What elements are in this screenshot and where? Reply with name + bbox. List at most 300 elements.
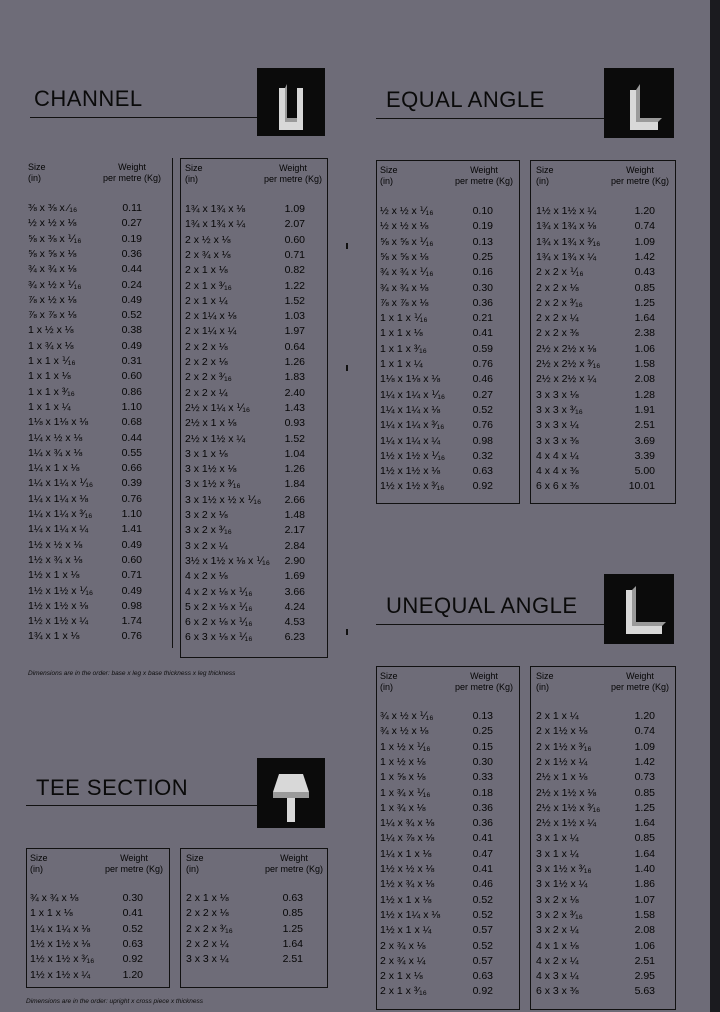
weight-cell: 1.42 xyxy=(634,250,655,263)
size-cell: 1½ x ½ x ⅛ xyxy=(380,863,435,875)
table-row xyxy=(28,323,168,338)
table-row xyxy=(28,584,168,599)
size-cell: 1 x ½ x ⅛ xyxy=(380,755,426,768)
table-row xyxy=(531,250,675,265)
table-row xyxy=(377,740,519,755)
size-column-header: Size (in) xyxy=(536,165,554,186)
size-cell: 2 x 1 x ¼ xyxy=(185,294,228,307)
weight-cell: 1.09 xyxy=(634,740,655,753)
size-cell: 2 x ¾ x ¼ xyxy=(380,954,426,967)
size-cell: 1 x 1 x ⅛ xyxy=(30,907,73,920)
weight-cell: 1.58 xyxy=(634,358,655,370)
size-cell: 1 x 1 x ⅛ xyxy=(28,370,71,383)
weight-cell: 10.01 xyxy=(628,480,655,493)
size-cell: 1¼ x ½ x ⅛ xyxy=(28,431,83,444)
size-cell: 2 x 2 x ⅟₁₆ xyxy=(536,266,584,279)
table-row xyxy=(181,324,327,339)
size-cell: 2½ x 1½ x ³⁄₁₆ xyxy=(536,801,601,814)
weight-cell: 0.76 xyxy=(121,630,142,643)
weight-column-header: Weight per metre (Kg) xyxy=(454,671,514,692)
table-row xyxy=(28,538,168,553)
table-row xyxy=(377,908,519,923)
table-row xyxy=(377,770,519,785)
size-cell: 1½ x 1 x ⅛ xyxy=(380,893,432,906)
tee-section-table-right xyxy=(180,848,328,988)
size-cell: 1 x 1 x ³⁄₁₆ xyxy=(28,385,75,398)
weight-cell: 1.40 xyxy=(634,863,655,875)
weight-cell: 6.23 xyxy=(284,631,305,644)
size-cell: 1½ x 1¼ x ⅛ xyxy=(380,908,441,921)
size-cell: 1½ x 1½ x ⅛ xyxy=(380,465,441,478)
size-cell: 1½ x 1 x ¼ xyxy=(380,924,432,937)
weight-cell: 0.60 xyxy=(121,370,142,383)
table-row xyxy=(181,891,327,906)
weight-cell: 0.57 xyxy=(472,924,493,937)
size-cell: 1¾ x 1¾ x ³⁄₁₆ xyxy=(536,235,601,248)
page-edge-strip xyxy=(710,0,720,1012)
weight-column-header: Weight per metre (Kg) xyxy=(104,853,164,874)
table-row xyxy=(28,446,168,461)
weight-cell: 0.30 xyxy=(472,281,493,294)
table-row xyxy=(28,262,168,277)
size-cell: 3 x 3 x ¼ xyxy=(536,419,579,432)
table-row xyxy=(377,831,519,846)
print-mark xyxy=(346,629,348,635)
channel-table-left xyxy=(28,158,168,658)
size-cell: 1¼ x 1¼ x ¼ xyxy=(380,434,441,447)
weight-cell: 0.82 xyxy=(284,264,305,277)
weight-cell: 1.69 xyxy=(284,570,305,583)
weight-cell: 0.43 xyxy=(634,266,655,279)
size-cell: 3 x 1½ x ¼ xyxy=(536,878,588,891)
weight-cell: 0.85 xyxy=(634,281,655,294)
table-row xyxy=(181,615,327,630)
size-cell: ¾ x ¾ x ⅛ xyxy=(30,892,79,904)
table-row xyxy=(531,954,675,969)
channel-divider xyxy=(172,158,173,648)
weight-cell: 1.10 xyxy=(121,508,142,520)
table-row xyxy=(181,294,327,309)
table-row xyxy=(28,568,168,583)
weight-cell: 1.64 xyxy=(634,847,655,860)
size-cell: 2 x 1½ x ⅛ xyxy=(536,725,588,738)
weight-cell: 0.36 xyxy=(121,247,142,260)
table-row xyxy=(27,968,169,983)
weight-cell: 0.59 xyxy=(472,342,493,355)
size-cell: 1½ x 1½ x ⅟₁₆ xyxy=(380,449,446,462)
weight-cell: 0.98 xyxy=(472,434,493,447)
table-row xyxy=(531,464,675,479)
table-row xyxy=(377,877,519,892)
unequal-angle-title-rule xyxy=(376,624,604,625)
unequal-angle-table-right xyxy=(530,666,676,1010)
weight-cell: 2.51 xyxy=(282,953,303,966)
table-row xyxy=(28,461,168,476)
size-cell: 4 x 2 x ¼ xyxy=(536,954,579,967)
channel-note: Dimensions are in the order: base x leg x base thickness x leg thickness xyxy=(28,670,236,677)
size-cell: 2½ x 1½ x ¼ xyxy=(185,432,246,445)
weight-cell: 1.42 xyxy=(634,755,655,768)
size-cell: ⅞ x ⅞ x ⅛ xyxy=(380,296,429,309)
weight-cell: 1.97 xyxy=(284,325,305,338)
size-cell: 1¾ x 1¾ x ⅛ xyxy=(536,220,597,233)
size-cell: 1¾ x 1¾ x ¼ xyxy=(185,218,246,231)
weight-column-header: Weight per metre (Kg) xyxy=(610,671,670,692)
weight-cell: 0.85 xyxy=(634,786,655,799)
weight-cell: 0.76 xyxy=(121,492,142,505)
size-cell: 1¼ x 1¼ x ⅟₁₆ xyxy=(380,388,446,401)
weight-cell: 1.52 xyxy=(284,432,305,445)
weight-cell: 0.41 xyxy=(472,863,493,875)
table-row xyxy=(377,449,519,464)
table-row xyxy=(377,388,519,403)
weight-cell: 2.17 xyxy=(284,524,305,537)
size-cell: 4 x 1 x ⅛ xyxy=(536,939,579,952)
size-cell: 2 x ¾ x ⅛ xyxy=(380,939,426,952)
weight-cell: 0.32 xyxy=(472,449,493,462)
table-row xyxy=(377,281,519,296)
size-cell: 1 x ½ x ⅛ xyxy=(28,324,74,337)
table-row xyxy=(531,724,675,739)
size-cell: 1½ x ¾ x ⅛ xyxy=(380,878,435,891)
weight-cell: 2.08 xyxy=(634,373,655,386)
table-row xyxy=(181,585,327,600)
weight-cell: 1.10 xyxy=(121,400,142,413)
size-cell: 3 x 1½ x ⅛ xyxy=(185,463,237,476)
table-row xyxy=(28,201,168,216)
table-row xyxy=(531,893,675,908)
weight-cell: 0.27 xyxy=(121,217,142,230)
weight-cell: 5.00 xyxy=(634,465,655,478)
table-row xyxy=(28,354,168,369)
weight-column-header: Weight per metre (Kg) xyxy=(263,163,323,184)
table-row xyxy=(531,434,675,449)
size-cell: ⅞ x ⅞ x ⅛ xyxy=(28,309,77,322)
weight-cell: 2.90 xyxy=(284,554,305,567)
table-row xyxy=(181,554,327,569)
weight-cell: 1.26 xyxy=(284,463,305,476)
size-cell: 2 x 2 x ⅛ xyxy=(185,356,228,368)
size-cell: 2½ x 1½ x ¼ xyxy=(536,817,597,830)
unequal-angle-table-left xyxy=(376,666,520,1010)
size-cell: ⅝ x ⅝ x ⅟₁₆ xyxy=(380,235,434,248)
table-row xyxy=(181,217,327,232)
table-row xyxy=(28,278,168,293)
size-cell: 3 x 3 x ³⁄₁₆ xyxy=(536,403,583,416)
size-cell: 3½ x 1½ x ⅛ x ⅟₁₆ xyxy=(185,554,270,567)
size-cell: 2 x 1¼ x ¼ xyxy=(185,325,237,338)
table-row xyxy=(28,369,168,384)
weight-cell: 0.41 xyxy=(122,907,143,920)
weight-cell: 0.63 xyxy=(282,892,303,904)
table-row xyxy=(28,492,168,507)
weight-cell: 0.52 xyxy=(472,908,493,921)
size-cell: 4 x 4 x ¼ xyxy=(536,449,579,462)
weight-cell: 2.40 xyxy=(284,386,305,399)
weight-cell: 3.66 xyxy=(284,585,305,598)
table-row xyxy=(181,569,327,584)
table-row xyxy=(181,416,327,431)
size-cell: 4 x 2 x ⅛ xyxy=(185,570,228,583)
size-cell: 1 x 1 x ⅛ xyxy=(380,327,423,340)
size-cell: 1¾ x 1¾ x ¼ xyxy=(536,250,597,263)
weight-cell: 0.92 xyxy=(472,985,493,998)
size-cell: 2 x 2 x ³⁄₁₆ xyxy=(186,922,233,935)
size-column-header: Size (in) xyxy=(28,162,46,183)
weight-cell: 2.95 xyxy=(634,970,655,983)
size-cell: 6 x 6 x ⅜ xyxy=(536,480,579,493)
size-cell: 3 x 1 x ⅛ xyxy=(185,447,228,460)
size-cell: 1½ x 1½ x ⅟₁₆ xyxy=(28,584,94,597)
table-row xyxy=(27,922,169,937)
weight-cell: 4.24 xyxy=(284,600,305,613)
table-row xyxy=(181,508,327,523)
weight-cell: 0.64 xyxy=(284,340,305,353)
size-cell: 3 x 3 x ¼ xyxy=(186,953,229,966)
weight-cell: 0.52 xyxy=(122,922,143,935)
tee-section-table-left xyxy=(26,848,170,988)
table-row xyxy=(531,479,675,494)
weight-cell: 0.18 xyxy=(472,786,493,799)
size-cell: ⅞ x ½ x ⅛ xyxy=(28,293,77,306)
table-row xyxy=(181,263,327,278)
size-cell: 4 x 2 x ⅛ x ⅟₁₆ xyxy=(185,585,253,598)
size-cell: 1¼ x ¾ x ⅛ xyxy=(380,817,435,830)
size-cell: 1¼ x 1 x ⅛ xyxy=(380,847,432,860)
weight-cell: 1.84 xyxy=(284,478,305,491)
table-row xyxy=(531,984,675,999)
table-row xyxy=(531,281,675,296)
size-cell: 1¼ x ¾ x ⅛ xyxy=(28,446,83,459)
weight-cell: 0.15 xyxy=(472,740,493,753)
size-column-header: Size (in) xyxy=(380,671,398,692)
table-row xyxy=(377,969,519,984)
table-row xyxy=(531,418,675,433)
table-row xyxy=(531,449,675,464)
channel-title-rule xyxy=(30,117,258,118)
size-cell: ¾ x ¾ x ⅟₁₆ xyxy=(380,266,434,279)
tee-section-profile-icon xyxy=(257,758,325,828)
size-cell: 1⅛ x 1⅛ x ⅛ xyxy=(28,416,89,429)
weight-cell: 0.60 xyxy=(121,553,142,566)
size-cell: 2 x 2 x ⅛ xyxy=(186,907,229,920)
table-row xyxy=(377,250,519,265)
equal-angle-table-left xyxy=(376,160,520,504)
table-row xyxy=(28,385,168,400)
weight-cell: 0.73 xyxy=(634,771,655,784)
size-cell: 1½ x 1 x ⅛ xyxy=(28,569,80,582)
table-row xyxy=(531,939,675,954)
table-row xyxy=(377,984,519,999)
size-column-header: Size (in) xyxy=(185,163,203,184)
table-row xyxy=(27,937,169,952)
table-row xyxy=(27,952,169,967)
size-cell: 2½ x 1 x ⅛ xyxy=(536,771,588,784)
weight-cell: 0.55 xyxy=(121,446,142,459)
size-cell: 2 x ½ x ⅛ xyxy=(185,233,231,246)
weight-cell: 2.51 xyxy=(634,419,655,432)
weight-cell: 0.49 xyxy=(121,339,142,352)
table-row xyxy=(377,755,519,770)
size-cell: 3 x 1½ x ³⁄₁₆ xyxy=(185,478,241,491)
unequal-angle-title: UNEQUAL ANGLE xyxy=(386,593,578,618)
size-cell: 2½ x 2½ x ⅛ xyxy=(536,342,597,355)
weight-cell: 0.13 xyxy=(472,235,493,248)
table-row xyxy=(531,372,675,387)
table-row xyxy=(531,847,675,862)
size-cell: 2 x 1 x ⅛ xyxy=(185,264,228,277)
weight-cell: 3.69 xyxy=(634,434,655,447)
size-column-header: Size (in) xyxy=(186,853,204,874)
tee-section-note: Dimensions are in the order: upright x cross piece x thickness xyxy=(26,998,204,1005)
table-row xyxy=(377,939,519,954)
size-cell: 5 x 2 x ⅛ x ⅟₁₆ xyxy=(185,600,253,613)
size-cell: ¾ x ½ x ⅟₁₆ xyxy=(28,278,82,291)
weight-column-header: Weight per metre (Kg) xyxy=(102,162,162,183)
size-cell: 2 x 2 x ⅛ xyxy=(185,340,228,353)
size-cell: 2½ x 2½ x ¼ xyxy=(536,373,597,386)
size-cell: 6 x 3 x ⅛ x ⅟₁₆ xyxy=(185,631,253,644)
table-row xyxy=(181,233,327,248)
table-row xyxy=(377,479,519,494)
size-cell: 1¾ x 1¾ x ⅛ xyxy=(185,203,246,215)
table-row xyxy=(181,340,327,355)
table-row xyxy=(181,477,327,492)
weight-cell: 0.60 xyxy=(284,233,305,246)
size-cell: 1¼ x 1¼ x ³⁄₁₆ xyxy=(28,508,93,520)
weight-cell: 0.19 xyxy=(121,232,142,245)
size-cell: 4 x 3 x ¼ xyxy=(536,970,579,983)
weight-cell: 0.31 xyxy=(121,355,142,367)
size-cell: 3 x 2 x ⅛ xyxy=(185,509,228,521)
size-cell: 3 x 3 x ⅛ xyxy=(536,388,579,401)
size-cell: 2½ x 1 x ⅛ xyxy=(185,417,237,430)
table-row xyxy=(377,464,519,479)
table-row xyxy=(531,923,675,938)
weight-cell: 1.03 xyxy=(284,310,305,323)
table-row xyxy=(181,386,327,401)
table-row xyxy=(377,311,519,326)
table-row xyxy=(531,816,675,831)
weight-cell: 0.36 xyxy=(472,801,493,814)
size-cell: 1¾ x 1 x ⅛ xyxy=(28,630,80,643)
size-cell: 1 x 1 x ⅟₁₆ xyxy=(380,312,428,325)
weight-cell: 0.74 xyxy=(634,220,655,233)
table-row xyxy=(28,216,168,231)
size-cell: 1¼ x 1¼ x ⅛ xyxy=(30,922,91,935)
table-row xyxy=(181,202,327,217)
weight-column-header: Weight per metre (Kg) xyxy=(264,853,324,874)
weight-cell: 1.26 xyxy=(284,356,305,368)
weight-cell: 0.49 xyxy=(121,538,142,551)
weight-cell: 1.43 xyxy=(284,401,305,414)
table-row xyxy=(377,816,519,831)
table-row xyxy=(531,831,675,846)
channel-title: CHANNEL xyxy=(34,86,143,111)
size-cell: 1¼ x 1 x ⅛ xyxy=(28,462,80,475)
table-row xyxy=(531,770,675,785)
weight-cell: 0.52 xyxy=(472,893,493,906)
table-row xyxy=(531,204,675,219)
weight-cell: 0.39 xyxy=(121,477,142,490)
weight-cell: 0.44 xyxy=(121,431,142,444)
table-row xyxy=(531,755,675,770)
size-cell: 2 x 2 x ³⁄₁₆ xyxy=(185,371,232,384)
weight-cell: 0.63 xyxy=(472,465,493,478)
weight-cell: 0.68 xyxy=(121,416,142,429)
size-cell: ⅝ x ⅝ x ⅛ xyxy=(380,250,429,263)
size-column-header: Size (in) xyxy=(536,671,554,692)
weight-cell: 2.38 xyxy=(634,327,655,340)
size-cell: 2½ x 1½ x ⅛ xyxy=(536,786,597,799)
size-cell: ½ x ½ x ⅛ xyxy=(380,220,429,233)
table-row xyxy=(531,740,675,755)
table-row xyxy=(531,388,675,403)
weight-cell: 1.86 xyxy=(634,878,655,891)
weight-cell: 0.76 xyxy=(472,419,493,432)
weight-cell: 0.66 xyxy=(121,462,142,475)
weight-cell: 0.44 xyxy=(121,263,142,276)
table-row xyxy=(181,493,327,508)
size-cell: 3 x 2 x ³⁄₁₆ xyxy=(536,908,583,921)
weight-cell: 0.36 xyxy=(472,817,493,830)
weight-cell: 1.58 xyxy=(634,908,655,921)
table-row xyxy=(377,342,519,357)
size-cell: 1 x ⅝ x ⅛ xyxy=(380,771,426,784)
size-cell: ½ x ½ x ⅛ xyxy=(28,217,77,230)
size-cell: 3 x 1 x ¼ xyxy=(536,832,579,845)
size-cell: 1½ x 1½ x ³⁄₁₆ xyxy=(30,953,95,966)
weight-cell: 0.16 xyxy=(472,266,493,279)
weight-cell: 0.36 xyxy=(472,296,493,309)
size-column-header: Size (in) xyxy=(30,853,48,874)
weight-cell: 0.85 xyxy=(634,832,655,845)
weight-cell: 0.85 xyxy=(282,907,303,920)
weight-cell: 2.07 xyxy=(284,218,305,231)
size-cell: ¾ x ½ x ⅟₁₆ xyxy=(380,710,434,722)
size-cell: 1½ x 1½ x ¼ xyxy=(28,615,89,628)
weight-cell: 0.49 xyxy=(121,584,142,597)
weight-cell: 1.28 xyxy=(634,388,655,401)
weight-cell: 2.84 xyxy=(284,539,305,552)
table-row xyxy=(181,401,327,416)
size-cell: 1½ x 1½ x ⅛ xyxy=(28,599,89,612)
table-row xyxy=(531,786,675,801)
table-row xyxy=(28,614,168,629)
table-row xyxy=(377,326,519,341)
size-cell: 2 x 1 x ⅛ xyxy=(186,892,229,904)
weight-cell: 1.64 xyxy=(634,817,655,830)
size-cell: 1 x 1 x ¼ xyxy=(28,400,71,413)
size-cell: 1½ x 1½ x ¼ xyxy=(30,968,91,981)
size-cell: 2½ x 2½ x ³⁄₁₆ xyxy=(536,358,601,370)
size-cell: 2 x 2 x ¼ xyxy=(185,386,228,399)
weight-cell: 0.47 xyxy=(472,847,493,860)
weight-cell: 1.64 xyxy=(282,937,303,950)
table-row xyxy=(28,339,168,354)
weight-column-header: Weight per metre (Kg) xyxy=(610,165,670,186)
size-cell: 3 x 2 x ¼ xyxy=(536,924,579,937)
table-row xyxy=(531,357,675,372)
size-cell: 1½ x 1½ x ⅛ xyxy=(30,937,91,950)
weight-cell: 0.25 xyxy=(472,250,493,263)
weight-cell: 1.20 xyxy=(122,968,143,981)
table-row xyxy=(377,434,519,449)
table-row xyxy=(377,954,519,969)
size-cell: 6 x 3 x ⅜ xyxy=(536,985,579,998)
weight-cell: 1.52 xyxy=(284,294,305,307)
table-row xyxy=(181,600,327,615)
